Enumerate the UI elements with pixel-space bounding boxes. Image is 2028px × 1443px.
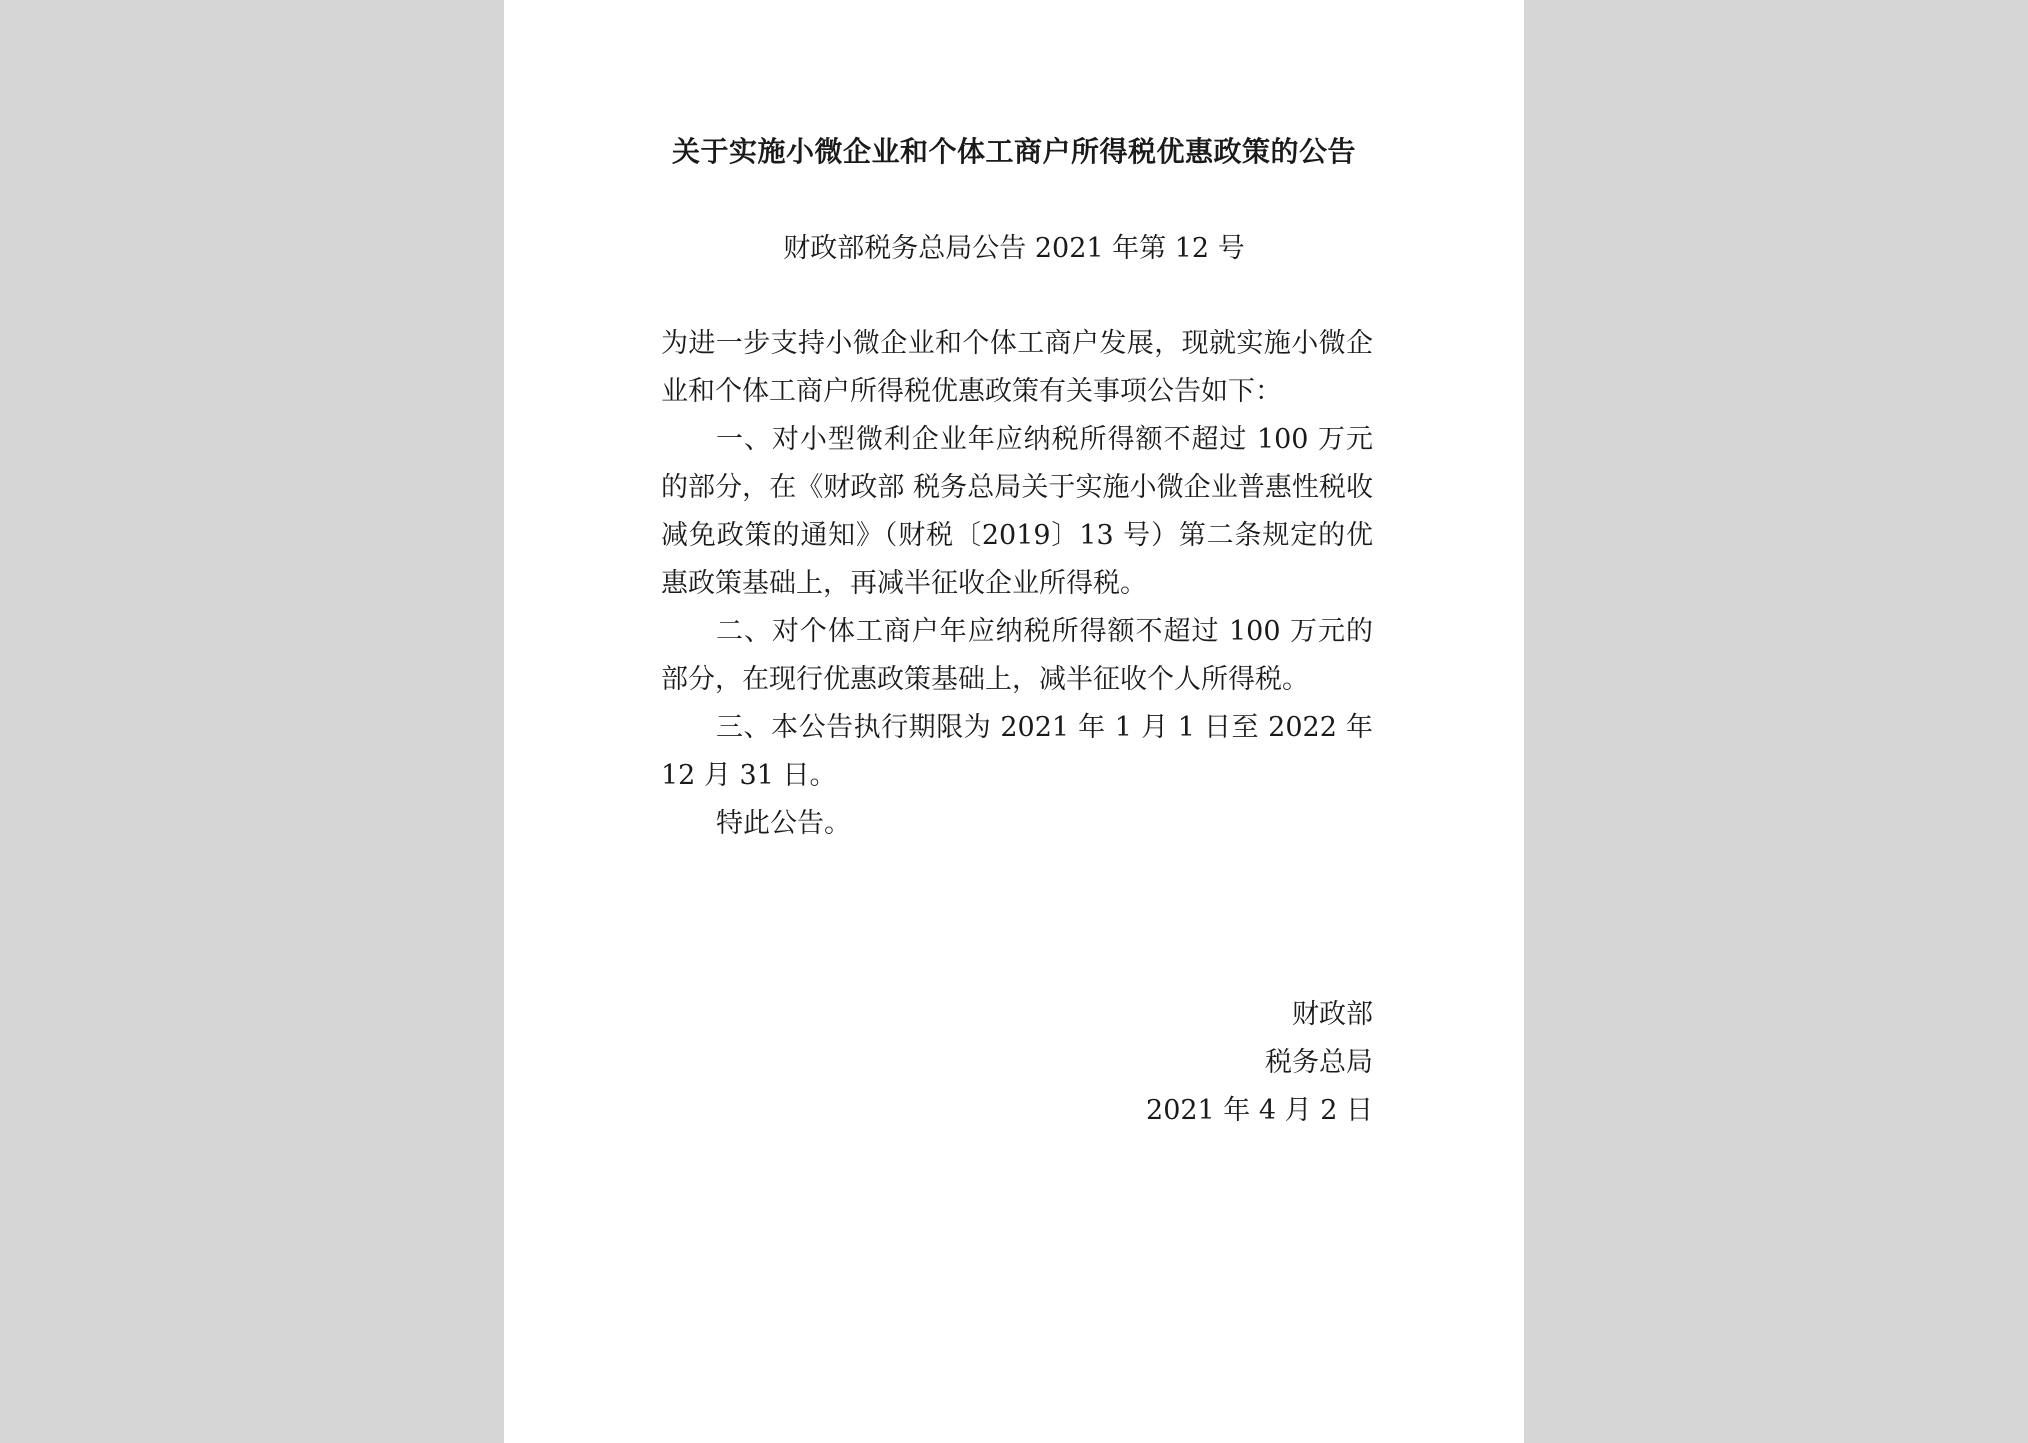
issuer-ministry-of-finance: 财政部 (1292, 999, 1373, 1030)
document-body (661, 320, 1373, 848)
document-page (504, 0, 1524, 1443)
signature-date: 2021 年 4 月 2 日 (1146, 1095, 1373, 1126)
document-title: 关于实施小微企业和个体工商户所得税优惠政策的公告 (671, 135, 1356, 168)
clause-2-paragraph: 二、对个体工商户年应纳税所得额不超过 100 万元的部分，在现行优惠政策基础上，减半征收个人所得税。 (661, 616, 1373, 695)
document-number: 财政部税务总局公告 2021 年第 12 号 (783, 233, 1245, 264)
issuer-tax-administration: 税务总局 (1265, 1047, 1373, 1078)
closing-paragraph: 特此公告。 (716, 808, 851, 839)
clause-1-paragraph: 一、对小型微利企业年应纳税所得额不超过 100 万元的部分，在《财政部 税务总局关于实施小微企业普惠性税收减免政策的通知》（财税〔2019〕13 号）第二条规定的优惠政策基础上，再减半征收企业所得税。 (661, 424, 1373, 599)
clause-3-paragraph: 三、本公告执行期限为 2021 年 1 月 1 日至 2022 年 12 月 31 日。 (661, 712, 1373, 791)
intro-paragraph: 为进一步支持小微企业和个体工商户发展，现就实施小微企业和个体工商户所得税优惠政策有关事项公告如下： (661, 328, 1373, 407)
signature-block (661, 991, 1373, 1135)
